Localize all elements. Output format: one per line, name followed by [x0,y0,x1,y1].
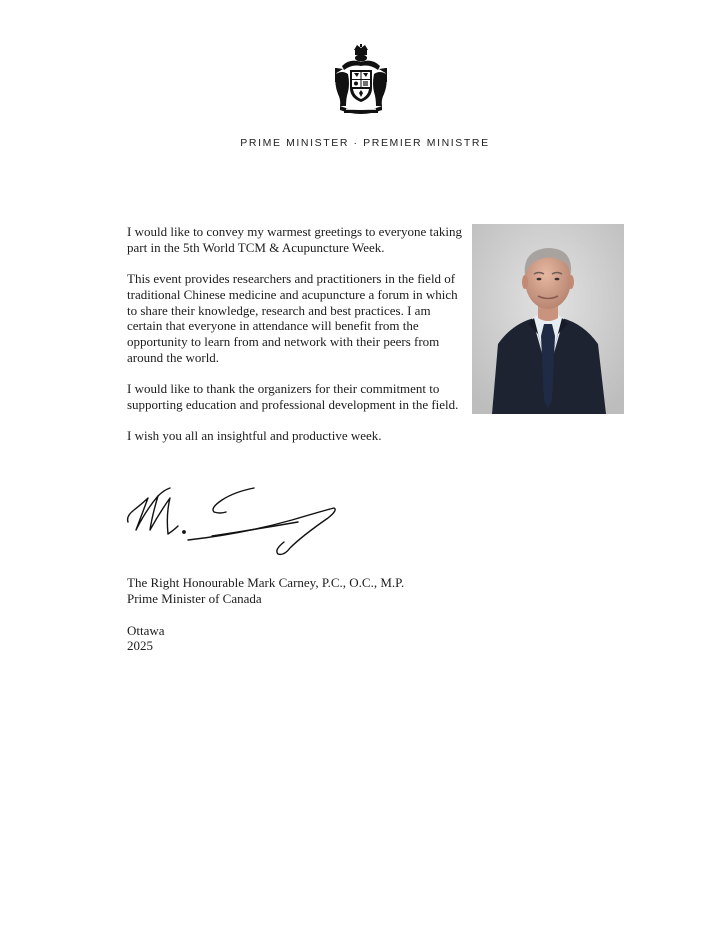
portrait-photo [472,224,624,414]
office-title: PRIME MINISTER · PREMIER MINISTRE [240,137,490,149]
message-body [127,224,467,460]
coat-of-arms-icon [332,44,390,118]
message-paragraph: I would like to convey my warmest greetings to everyone taking part in the 5th World TCM & Acupuncture Week. [127,224,463,255]
message-paragraph: I wish you all an insightful and productive week. [127,428,382,444]
signature-icon [122,476,344,560]
letter-place: Ottawa [127,622,165,638]
letter-year: 2025 [127,638,153,654]
signoff-block [127,575,527,654]
signatory-position: Prime Minister of Canada [127,590,262,606]
message-paragraph: I would like to thank the organizers for their commitment to supporting education and professional development in the field. [127,381,459,413]
message-paragraph: This event provides researchers and practitioners in the field of traditional Chinese medicine and acupuncture a forum in which to share their knowledge, research and best practices. I am certain that everyone in attendance will benefit from the opportunity to learn from and network with their peers from around the world. [127,271,458,366]
signatory-name: The Right Honourable Mark Carney, P.C., O.C., M.P. [127,575,405,590]
